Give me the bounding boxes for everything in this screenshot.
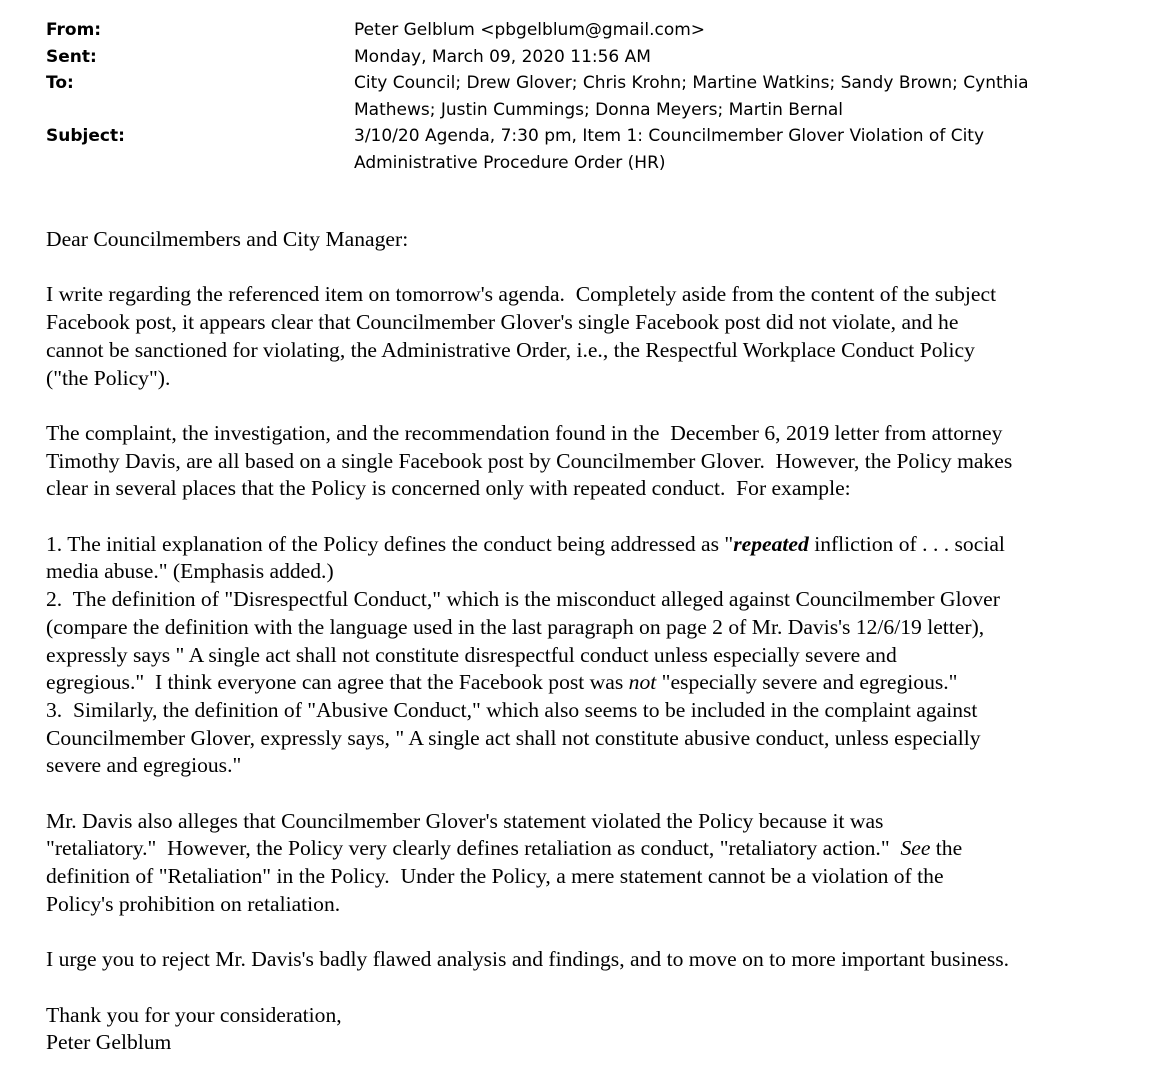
paragraph-line: Timothy Davis, are all based on a single Facebook post by Councilmember Glover. However, the Policy makes <box>46 448 1013 473</box>
paragraph-complaint <box>46 420 1156 503</box>
greeting: Dear Councilmembers and City Manager: <box>46 227 409 251</box>
from-label: From: <box>46 20 102 40</box>
example-item-3-line: severe and egregious." <box>46 753 242 778</box>
to-line: Mathews; Justin Cummings; Donna Meyers; Martin Bernal <box>354 99 843 120</box>
subject-line: 3/10/20 Agenda, 7:30 pm, Item 1: Councilmember Glover Violation of City <box>354 126 985 146</box>
to-label: To: <box>46 73 74 93</box>
email-header <box>46 17 1146 176</box>
paragraph-line: Mr. Davis also alleges that Councilmember Glover's statement violated the Policy because it was <box>46 808 884 833</box>
paragraph-retaliation <box>46 808 1156 919</box>
to-value <box>354 70 1029 123</box>
paragraph-line: cannot be sanctioned for violating, the Administrative Order, i.e., the Respectful Workplace Conduct Policy <box>46 337 975 362</box>
paragraph-line: Facebook post, it appears clear that Councilmember Glover's single Facebook post did not violate, and he <box>46 310 959 335</box>
example-item-2-line <box>46 669 1156 697</box>
subject-label: Subject: <box>46 126 125 146</box>
paragraph-line: ("the Policy"). <box>46 365 171 390</box>
example-item-2-line: expressly says " A single act shall not constitute disrespectful conduct unless especially severe and <box>46 642 897 667</box>
signature: Peter Gelblum <box>46 1030 172 1055</box>
paragraph-line: I write regarding the referenced item on tomorrow's agenda. Completely aside from the content of the subject <box>46 282 997 307</box>
example-item-2-line: (compare the definition with the language used in the last paragraph on page 2 of Mr. Davis's 12/6/19 letter), <box>46 614 985 639</box>
text-run: egregious." I think everyone can agree that the Facebook post was <box>46 670 629 695</box>
email-body <box>46 226 1156 1057</box>
paragraph-urge: I urge you to reject Mr. Davis's badly flawed analysis and findings, and to move on to more important business. <box>46 947 1010 972</box>
paragraph-intro <box>46 281 1156 392</box>
subject-row <box>46 123 1146 176</box>
paragraph-line: clear in several places that the Policy is concerned only with repeated conduct. For example: <box>46 476 851 501</box>
to-row <box>46 70 1146 123</box>
closing: Thank you for your consideration, <box>46 1002 342 1027</box>
paragraph-line: Policy's prohibition on retaliation. <box>46 891 341 916</box>
example-item-3-line: 3. Similarly, the definition of "Abusive Conduct," which also seems to be included in the complaint against <box>46 697 978 722</box>
paragraph-line: definition of "Retaliation" in the Policy. Under the Policy, a mere statement cannot be a violation of the <box>46 864 944 889</box>
example-item-1-line: media abuse." (Emphasis added.) <box>46 559 334 584</box>
emphasis-not: not <box>628 670 657 695</box>
sent-row <box>46 44 1146 71</box>
to-line: City Council; Drew Glover; Chris Krohn; Martine Watkins; Sandy Brown; Cynthia <box>354 73 1029 93</box>
sent-value: Monday, March 09, 2020 11:56 AM <box>354 46 651 67</box>
paragraph-line: The complaint, the investigation, and the recommendation found in the December 6, 2019 letter from attorney <box>46 420 1003 445</box>
example-list <box>46 531 1156 780</box>
text-run: "retaliatory." However, the Policy very clearly defines retaliation as conduct, "retaliatory action." <box>46 836 901 861</box>
subject-line: Administrative Procedure Order (HR) <box>354 152 666 173</box>
text-run: "especially severe and egregious." <box>656 670 958 695</box>
sent-label: Sent: <box>46 46 97 67</box>
emphasis-see: See <box>900 836 931 861</box>
subject-value <box>354 123 984 176</box>
emphasis-repeated: repeated <box>733 531 809 556</box>
example-item-1-line <box>46 531 1156 559</box>
text-run: 1. The initial explanation of the Policy defines the conduct being addressed as " <box>46 531 734 556</box>
example-item-3-line: Councilmember Glover, expressly says, " A single act shall not constitute abusive conduct, unless especially <box>46 725 981 750</box>
from-value: Peter Gelblum <pbgelblum@gmail.com> <box>354 20 706 40</box>
text-run: the <box>930 836 963 861</box>
from-row <box>46 17 1146 44</box>
text-run: infliction of . . . social <box>808 531 1005 556</box>
paragraph-line <box>46 835 1156 863</box>
example-item-2-line: 2. The definition of "Disrespectful Conduct," which is the misconduct alleged against Councilmember Glover <box>46 587 1000 612</box>
